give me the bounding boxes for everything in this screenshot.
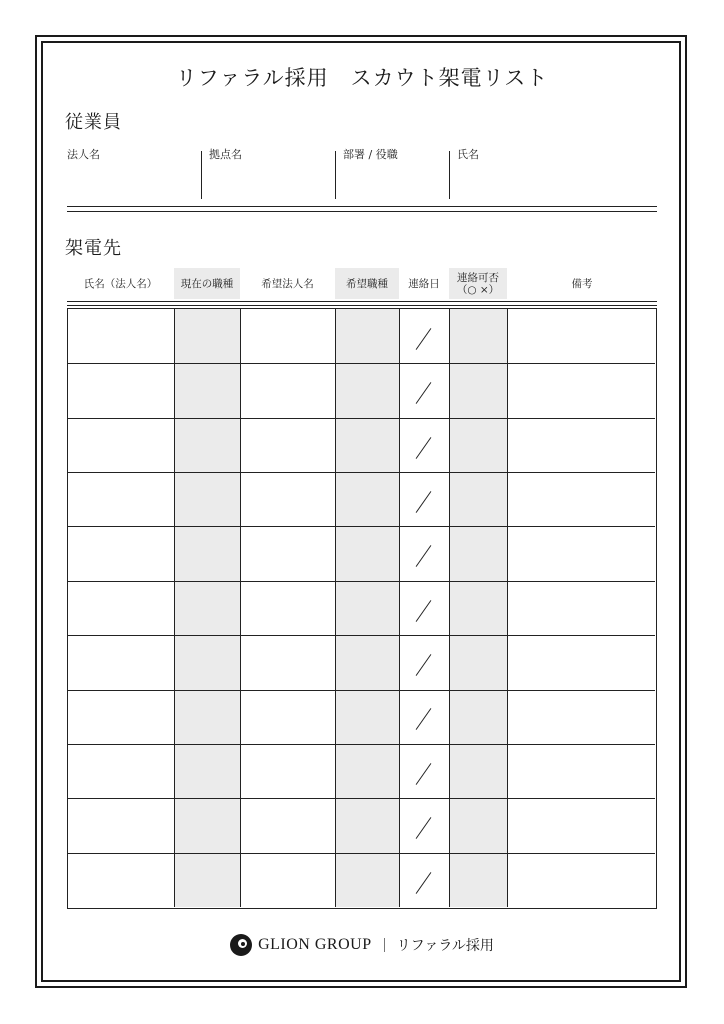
section-rule — [67, 211, 657, 212]
date-separator-slash — [416, 382, 432, 404]
branch-name-label: 拠点名 — [209, 148, 242, 161]
column-header-availability — [449, 268, 507, 299]
column-line — [449, 309, 450, 907]
contact-heading: 架電先 — [65, 238, 122, 259]
section-rule — [67, 206, 657, 207]
header-rule — [67, 301, 657, 302]
brand-name: GLION GROUP — [258, 936, 372, 953]
header-rule — [67, 305, 657, 306]
column-line — [507, 309, 508, 907]
column-line — [174, 309, 175, 907]
row-line — [68, 853, 655, 854]
column-line — [335, 309, 336, 907]
document-title: リファラル採用 スカウト架電リスト — [175, 66, 549, 90]
row-line — [68, 526, 655, 527]
row-line — [68, 418, 655, 419]
date-separator-slash — [416, 328, 432, 350]
shaded-column — [449, 309, 507, 907]
row-line — [68, 798, 655, 799]
date-separator-slash — [416, 709, 432, 731]
contact-table — [67, 308, 657, 909]
field-divider — [335, 151, 336, 199]
row-line — [68, 690, 655, 691]
column-header-notes: 備考 — [571, 277, 593, 290]
shaded-column — [174, 309, 240, 907]
column-header-current-job: 現在の職種 — [174, 268, 240, 299]
row-line — [68, 581, 655, 582]
column-line — [399, 309, 400, 907]
column-header-name: 氏名（法人名） — [83, 277, 158, 290]
company-name-label: 法人名 — [67, 148, 100, 161]
shaded-column — [335, 309, 399, 907]
footer-divider — [384, 938, 385, 952]
field-divider — [449, 151, 450, 199]
availability-sub-label: （○ ×） — [456, 283, 500, 296]
footer — [0, 930, 724, 960]
row-line — [68, 744, 655, 745]
column-line — [240, 309, 241, 907]
department-label: 部署 / 役職 — [343, 148, 398, 161]
column-header-desired-company: 希望法人名 — [261, 277, 314, 290]
employee-name-label: 氏名 — [457, 148, 479, 161]
date-separator-slash — [416, 600, 432, 622]
footer-subtitle: リファラル採用 — [396, 938, 494, 954]
glion-logo-icon — [230, 934, 252, 956]
date-separator-slash — [416, 545, 432, 567]
field-divider — [201, 151, 202, 199]
column-header-contact-date: 連絡日 — [408, 277, 440, 290]
date-separator-slash — [416, 817, 432, 839]
date-separator-slash — [416, 654, 432, 676]
row-line — [68, 635, 655, 636]
date-separator-slash — [416, 872, 432, 894]
date-separator-slash — [416, 491, 432, 513]
employee-heading: 従業員 — [65, 112, 122, 133]
availability-label: 連絡可否 — [457, 271, 499, 284]
row-line — [68, 363, 655, 364]
date-separator-slash — [416, 437, 432, 459]
date-separator-slash — [416, 763, 432, 785]
column-header-desired-job: 希望職種 — [335, 268, 399, 299]
row-line — [68, 472, 655, 473]
